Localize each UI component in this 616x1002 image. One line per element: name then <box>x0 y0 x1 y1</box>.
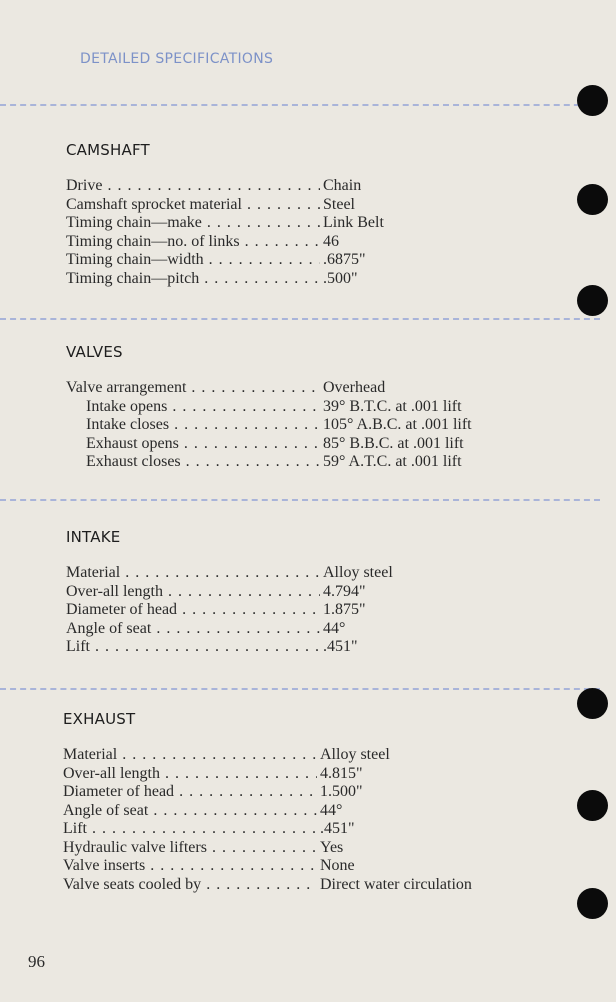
spec-label: Material . . . <box>63 746 317 763</box>
spec-value: None <box>320 857 355 874</box>
spec-row <box>63 783 533 802</box>
spec-label: Exhaust opens . . . <box>86 435 320 452</box>
spec-value: 1.875" <box>323 601 366 618</box>
spec-label: Lift . . . <box>66 638 320 655</box>
spec-value: Link Belt <box>323 214 384 231</box>
running-header: DETAILED SPECIFICATIONS <box>80 51 274 67</box>
spec-value: Steel <box>323 195 355 213</box>
spec-value: .500" <box>323 269 358 287</box>
spec-label: Valve seats cooled by . . . <box>63 876 317 893</box>
spec-value: 85° B.B.C. at .001 lift <box>323 434 464 452</box>
section-divider <box>0 104 600 106</box>
spec-value: 44° <box>320 801 343 819</box>
spec-label: Over-all length . . . <box>63 765 317 782</box>
section-divider <box>0 499 600 501</box>
spec-value: 59° A.T.C. at .001 lift <box>323 453 462 470</box>
binder-hole <box>577 184 608 215</box>
spec-label: Intake opens . . . <box>86 398 320 415</box>
spec-row <box>66 601 536 620</box>
spec-row <box>66 251 536 270</box>
spec-value: Chain <box>323 177 362 194</box>
spec-value: 4.794" <box>323 582 366 600</box>
spec-row <box>66 214 536 233</box>
spec-row <box>66 398 536 417</box>
spec-label: Valve inserts . . . <box>63 857 317 874</box>
binder-hole <box>577 85 608 116</box>
spec-value: Alloy steel <box>323 564 393 581</box>
spec-row <box>63 746 533 765</box>
spec-row <box>66 379 536 398</box>
spec-row <box>66 453 536 472</box>
spec-value: .451" <box>323 638 358 655</box>
spec-row <box>63 820 533 839</box>
spec-label: Drive . . . <box>66 177 320 194</box>
spec-label: Timing chain—width . . . <box>66 251 320 268</box>
binder-hole <box>577 790 608 821</box>
spec-value: .6875" <box>323 251 366 268</box>
section-title: INTAKE <box>66 528 121 546</box>
spec-row <box>66 435 536 454</box>
section-valves <box>66 343 536 472</box>
spec-value: 44° <box>323 619 346 637</box>
spec-value: 105° A.B.C. at .001 lift <box>323 416 472 433</box>
spec-value: Overhead <box>323 379 386 396</box>
binder-hole <box>577 688 608 719</box>
spec-label: Angle of seat . . . <box>66 620 320 637</box>
section-camshaft <box>66 141 536 288</box>
spec-value: Direct water circulation <box>320 875 472 893</box>
spec-row <box>63 839 533 858</box>
spec-label: Timing chain—pitch . . . <box>66 270 320 287</box>
section-title: EXHAUST <box>63 710 136 728</box>
page-number: 96 <box>28 952 45 971</box>
spec-row <box>66 196 536 215</box>
spec-row <box>66 620 536 639</box>
spec-label: Valve arrangement . . . <box>66 379 320 396</box>
spec-value: .451" <box>320 820 355 837</box>
spec-row <box>66 638 536 657</box>
spec-row <box>66 177 536 196</box>
spec-label: Exhaust closes . . . <box>86 453 320 470</box>
binder-hole <box>577 285 608 316</box>
spec-label: Lift . . . <box>63 820 317 837</box>
spec-label: Hydraulic valve lifters . . . <box>63 839 317 856</box>
spec-value: Alloy steel <box>320 746 390 763</box>
spec-label: Diameter of head . . . <box>66 601 320 618</box>
spec-row <box>63 876 533 895</box>
spec-row <box>66 564 536 583</box>
spec-label: Camshaft sprocket material . . . <box>66 196 320 213</box>
spec-label: Intake closes . . . <box>86 416 320 433</box>
section-intake <box>66 528 536 657</box>
spec-row <box>63 765 533 784</box>
spec-value: 39° B.T.C. at .001 lift <box>323 397 462 415</box>
section-divider <box>0 318 600 320</box>
spec-row <box>63 857 533 876</box>
spec-row <box>63 802 533 821</box>
spec-row <box>66 583 536 602</box>
section-title: CAMSHAFT <box>66 141 150 159</box>
spec-row <box>66 416 536 435</box>
spec-row <box>66 233 536 252</box>
spec-value: 46 <box>323 232 339 250</box>
spec-label: Over-all length . . . <box>66 583 320 600</box>
binder-hole <box>577 888 608 919</box>
spec-value: 4.815" <box>320 764 363 782</box>
spec-label: Angle of seat . . . <box>63 802 317 819</box>
spec-label: Material . . . <box>66 564 320 581</box>
spec-row <box>66 270 536 289</box>
section-exhaust <box>63 710 533 894</box>
spec-value: Yes <box>320 838 344 856</box>
spec-label: Timing chain—no. of links . . . <box>66 233 320 250</box>
spec-value: 1.500" <box>320 783 363 800</box>
section-title: VALVES <box>66 343 123 361</box>
spec-label: Diameter of head . . . <box>63 783 317 800</box>
spec-label: Timing chain—make . . . <box>66 214 320 231</box>
section-divider <box>0 688 600 690</box>
